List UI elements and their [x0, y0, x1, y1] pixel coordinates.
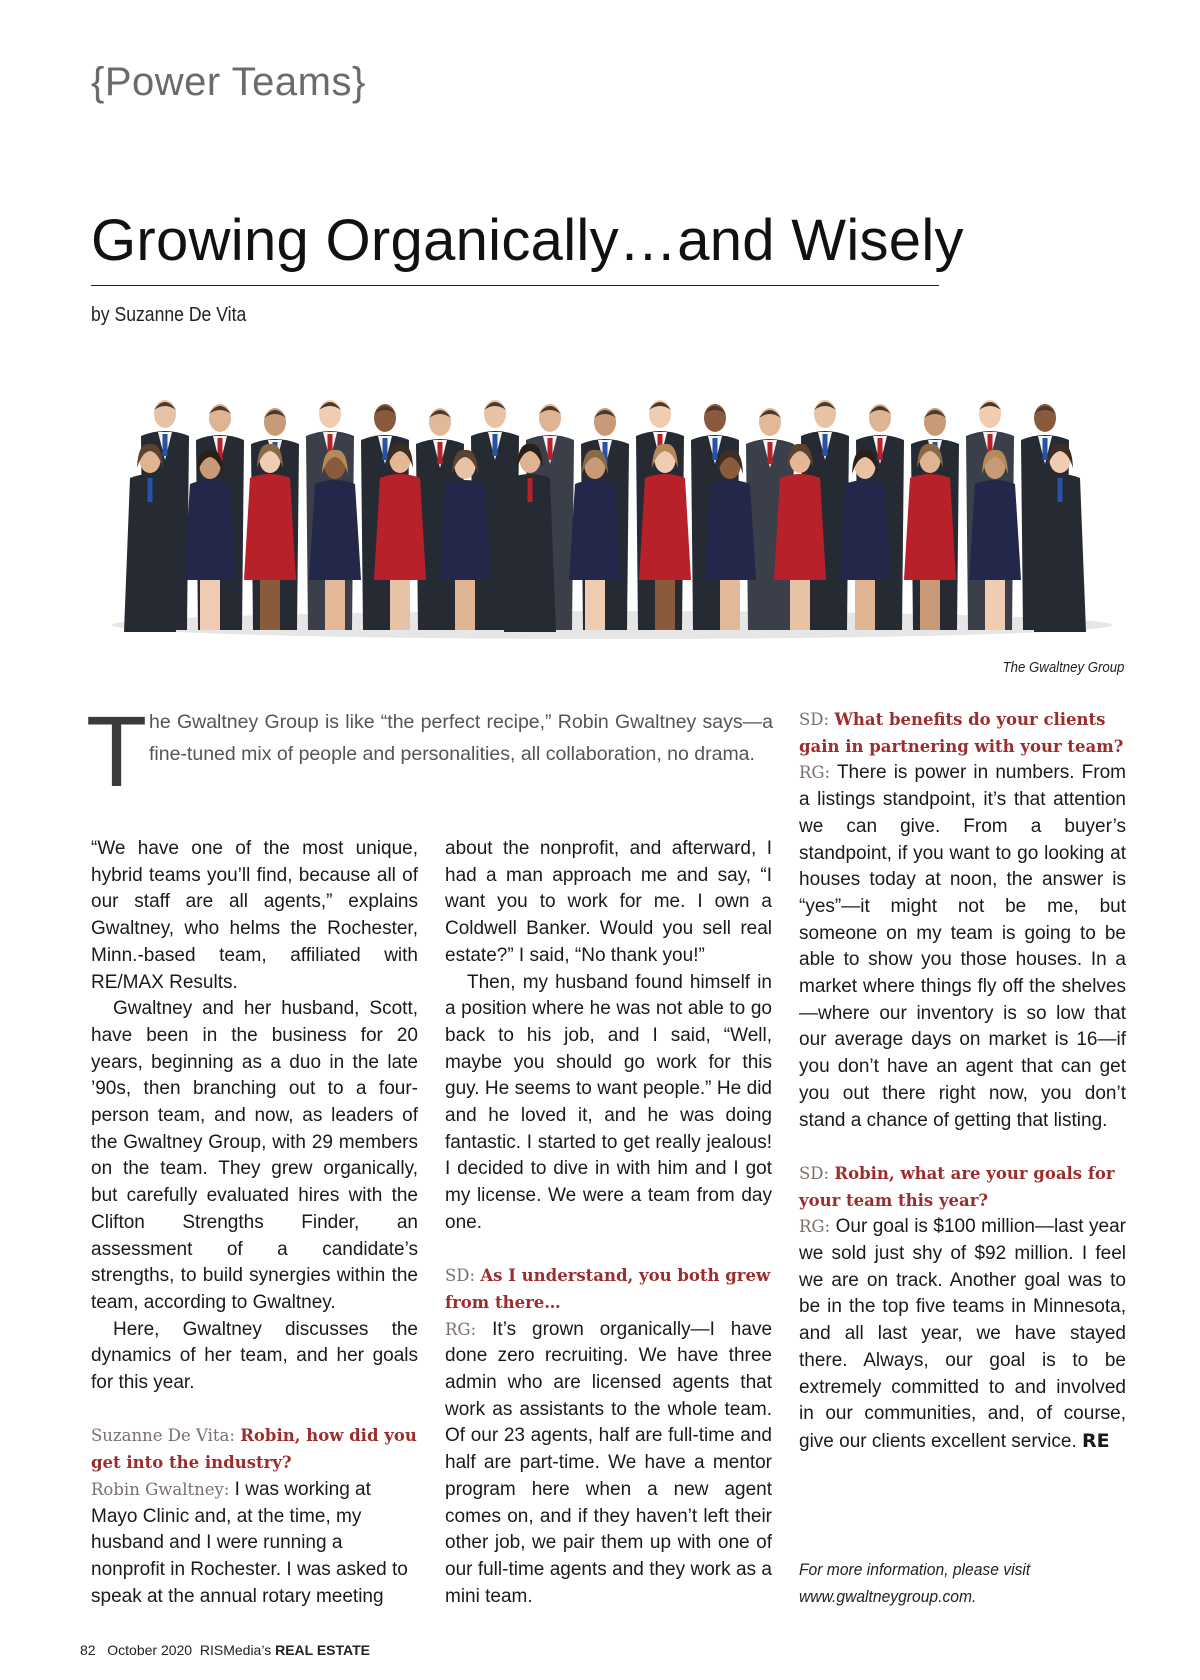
respondent-initials: RG:: [445, 1319, 477, 1339]
interviewer-initials: SD:: [799, 1163, 830, 1183]
column-2: [445, 836, 772, 1610]
answer-text: It’s grown organically—I have done zero recruiting. We have three admin who are licensed agents that work as assistants to the whole team. Of our 23 agents, half are full-time and half are part-time. We have a mentor program here when a new agent comes on, and if they haven’t left their other job, we pair them up with one of our full-time agents and they work as a mini team.: [445, 1318, 773, 1607]
body-paragraph: Then, my husband found himself in a position where he was not able to go back to his job, and I said, “Well, maybe you should go work for this guy. He seems to want people.” He did and he loved it, and he was doing fantastic. I started to get really jealous! I decided to dive in with him and I got my license. We were a team from day one.: [445, 971, 772, 1233]
respondent-initials: RG:: [799, 763, 831, 783]
drop-cap: T: [86, 696, 148, 808]
body-paragraph: Here, Gwaltney discusses the dynamics of her team, and her goals for this year.: [91, 1318, 418, 1394]
interview-question: [799, 707, 1126, 760]
column-3: [799, 707, 1126, 1456]
interview-answer: [91, 1477, 418, 1611]
more-info-note: For more information, please visit www.gwaltneygroup.com.: [799, 1560, 1031, 1606]
answer-text: Our goal is $100 million—last year we sold just shy of $92 million. I feel we are on track. Another goal was to be in the top five teams in Minnesota, and all last year, we have stayed there. Always, our goal is to be extremely committed to and involved in our communities, and, of course, give our clients excellent service.: [799, 1216, 1126, 1452]
interviewer-initials: SD:: [799, 710, 830, 729]
interview-question: [799, 1161, 1126, 1214]
question-text: As I understand, you both grew from there…: [445, 1266, 771, 1312]
respondent-name: Robin Gwaltney:: [91, 1479, 230, 1499]
publication-name: REAL ESTATE: [275, 1642, 370, 1658]
interviewer-initials: SD:: [445, 1266, 476, 1286]
end-mark: RE: [1082, 1429, 1110, 1452]
question-text: Robin, what are your goals for your team this year?: [799, 1163, 1115, 1210]
interview-question: [445, 1263, 772, 1316]
article-headline: Growing Organically…and Wisely: [91, 208, 964, 273]
interview-answer: [799, 760, 1126, 1134]
lede-paragraph: he Gwaltney Group is like “the perfect recipe,” Robin Gwaltney says—a fine-tuned mix of people and personalities, all collaboration, no drama.: [149, 711, 773, 765]
question-text: What benefits do your clients gain in partnering with your team?: [799, 710, 1124, 756]
byline: by Suzanne De Vita: [91, 304, 247, 326]
interview-answer: [445, 1317, 772, 1611]
publication-prefix: RISMedia’s: [199, 1642, 272, 1658]
answer-text: I was working at Mayo Clinic and, at the time, my husband and I were running a nonprofit in Rochester. I was asked to speak at the annual rotary meeting: [91, 1478, 408, 1607]
body-paragraph: Gwaltney and her husband, Scott, have been in the business for 20 years, beginning as a duo in the late ’90s, then branching out to a four-person team, and now, as leaders of the Gwaltney Group, with 29 members on the team. They grew organically, but carefully evaluated hires with the Clifton Strengths Finder, an assessment of a candidate’s strengths, to build synergies within the team, according to Gwaltney.: [91, 998, 418, 1313]
column-1: [91, 836, 418, 1610]
interviewer-name: Suzanne De Vita:: [91, 1426, 235, 1446]
team-photo-illustration: [110, 370, 1115, 640]
headline-rule: [91, 285, 939, 286]
page-number: 82: [80, 1642, 96, 1658]
answer-text: There is power in numbers. From a listings standpoint, it’s that attention we can give. From a buyer’s standpoint, if you want to go looking at houses today at noon, the answer is “yes”—it might not be me, but someone on my team is going to be able to show you those houses. In a market where things fly off the shelves—where our inventory is so low that our average days on market is 16—if you don’t have an agent that can get you out there right now, you don’t stand a chance of getting that listing.: [799, 762, 1126, 1131]
interview-question: [91, 1423, 418, 1476]
respondent-initials: RG:: [799, 1217, 831, 1237]
photo-caption: The Gwaltney Group: [1002, 659, 1124, 676]
body-paragraph: “We have one of the most unique, hybrid teams you’ll find, because all of our staff are all agents,” explains Gwaltney, who helms the Rochester, Minn.-based team, affiliated with RE/MAX Results.: [91, 838, 418, 993]
answer-text-continued: about the nonprofit, and afterward, I had a man approach me and say, “I want you to work for me. I own a Coldwell Banker. Would you sell real estate?” I said, “No thank you!”: [445, 838, 772, 966]
question-text: Robin, how did you get into the industry?: [91, 1426, 417, 1473]
page-footer: [80, 1642, 370, 1658]
interview-answer: [799, 1214, 1126, 1455]
section-label: {Power Teams}: [91, 60, 366, 104]
issue-date: October 2020: [107, 1642, 193, 1658]
team-photo: [110, 370, 1115, 640]
